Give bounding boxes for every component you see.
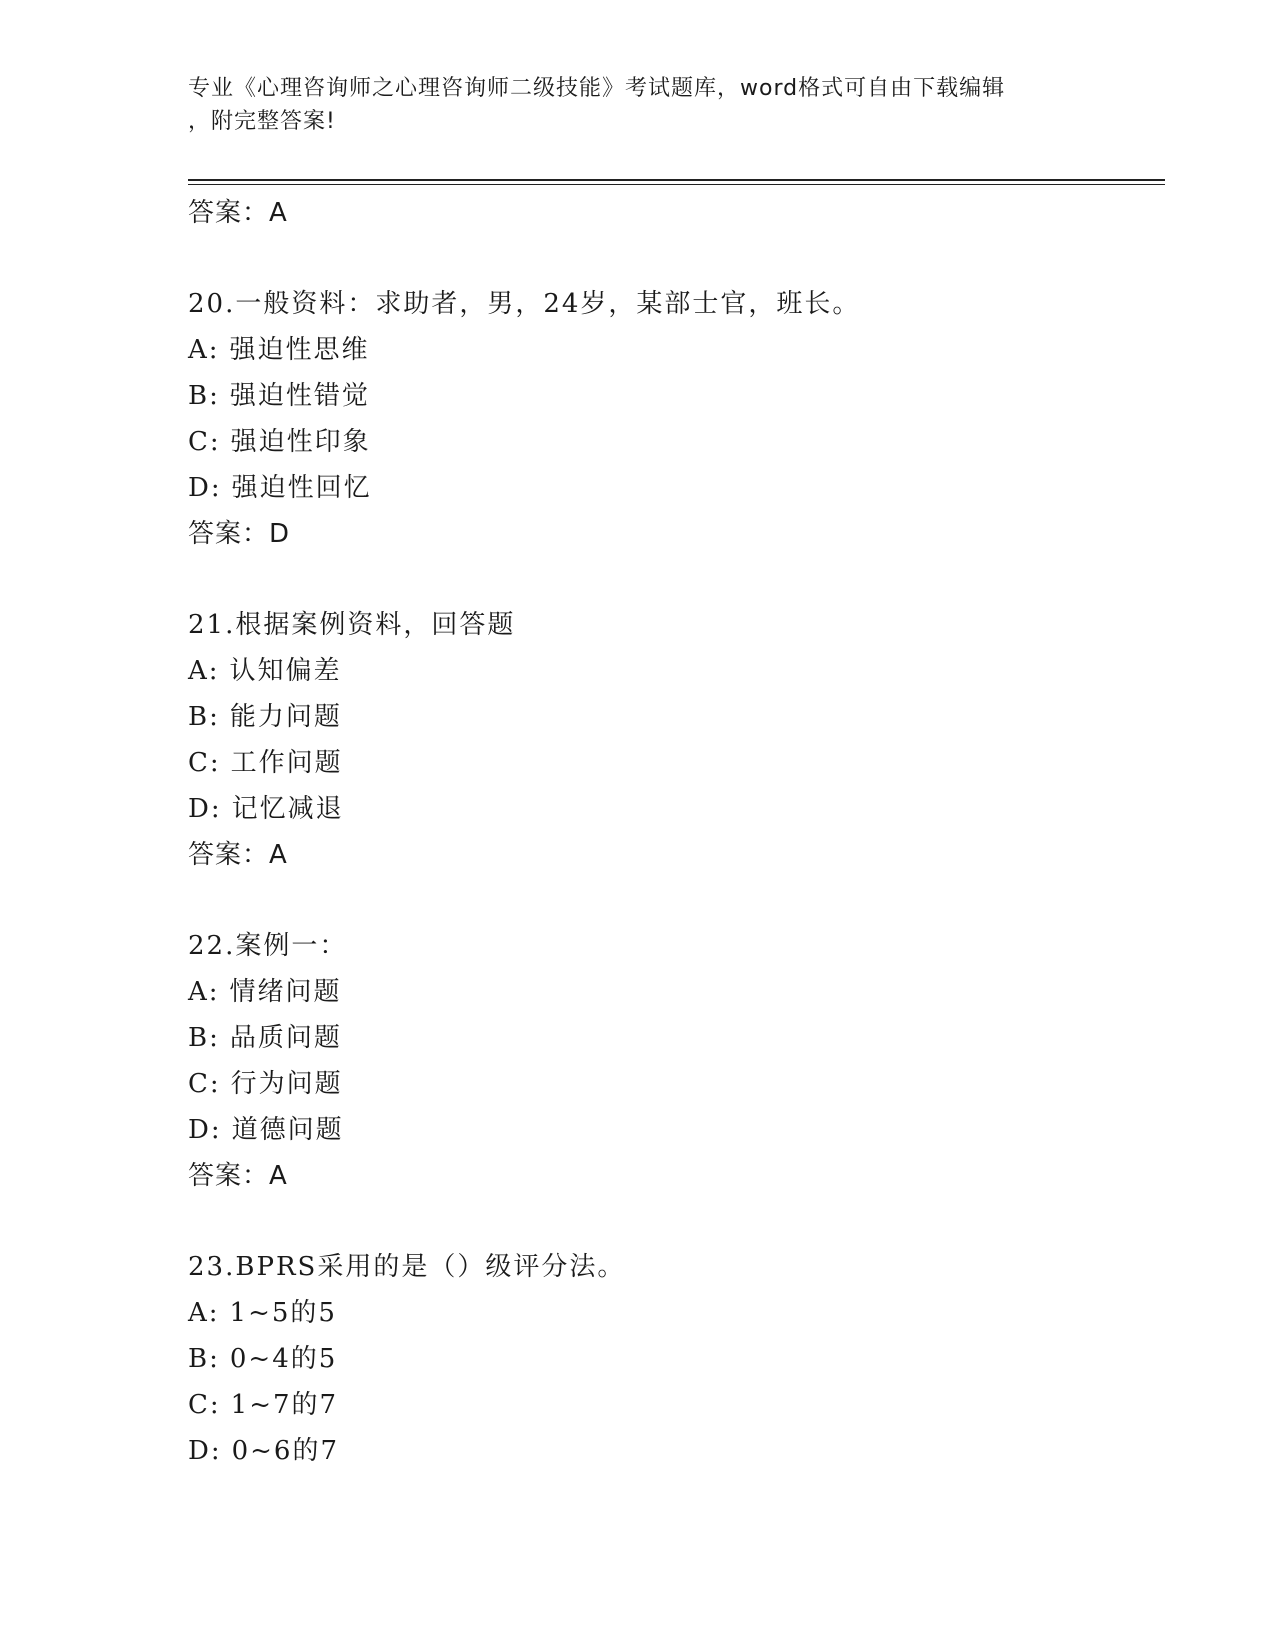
option-text: 情绪问题 bbox=[229, 977, 342, 1007]
option-text: 记忆减退 bbox=[231, 794, 344, 824]
question-title: 21.根据案例资料，回答题 bbox=[188, 610, 516, 640]
option-text: 1~5的5 bbox=[229, 1298, 337, 1328]
option-letter: B: bbox=[188, 702, 220, 732]
option-text: 认知偏差 bbox=[229, 656, 342, 686]
option-text: 强迫性错觉 bbox=[229, 381, 370, 411]
option-letter: A: bbox=[188, 656, 220, 686]
header-line-2: ，附完整答案! bbox=[188, 109, 336, 134]
answer-line: 答案：D bbox=[188, 519, 291, 549]
previous-answer: 答案：A bbox=[188, 198, 288, 228]
option-b bbox=[188, 1015, 1165, 1061]
option-text: 行为问题 bbox=[230, 1069, 343, 1099]
answer-line: 答案：A bbox=[188, 1161, 288, 1191]
option-letter: C: bbox=[188, 1390, 221, 1420]
option-a bbox=[188, 648, 1165, 694]
option-a bbox=[188, 327, 1165, 373]
document-header bbox=[188, 72, 1088, 138]
option-text: 强迫性印象 bbox=[230, 427, 371, 457]
question-block bbox=[188, 602, 1165, 878]
question-block bbox=[188, 923, 1165, 1199]
question-title: 22.案例一： bbox=[188, 931, 348, 961]
question-block bbox=[188, 281, 1165, 557]
option-text: 1~7的7 bbox=[230, 1390, 339, 1420]
option-a bbox=[188, 969, 1165, 1015]
option-text: 能力问题 bbox=[229, 702, 342, 732]
option-a bbox=[188, 1290, 1165, 1336]
option-text: 强迫性回忆 bbox=[231, 473, 372, 503]
option-d bbox=[188, 1107, 1165, 1153]
option-text: 道德问题 bbox=[231, 1115, 344, 1145]
option-letter: C: bbox=[188, 1069, 221, 1099]
option-text: 0~4的5 bbox=[229, 1344, 338, 1374]
option-d bbox=[188, 1428, 1165, 1474]
option-text: 品质问题 bbox=[229, 1023, 342, 1053]
question-title: 23.BPRS采用的是（）级评分法。 bbox=[188, 1252, 626, 1282]
question-block bbox=[188, 1244, 1165, 1474]
answer-line: 答案：A bbox=[188, 840, 288, 870]
option-letter: B: bbox=[188, 1023, 220, 1053]
spacer bbox=[188, 557, 1165, 602]
option-b bbox=[188, 694, 1165, 740]
spacer bbox=[188, 1199, 1165, 1244]
option-c bbox=[188, 1382, 1165, 1428]
question-title: 20.一般资料：求助者，男，24岁，某部士官，班长。 bbox=[188, 289, 861, 319]
spacer bbox=[188, 236, 1165, 281]
option-letter: B: bbox=[188, 381, 220, 411]
option-c bbox=[188, 740, 1165, 786]
option-letter: D: bbox=[188, 473, 222, 503]
option-letter: A: bbox=[188, 335, 220, 365]
option-b bbox=[188, 1336, 1165, 1382]
option-letter: B: bbox=[188, 1344, 220, 1374]
option-b bbox=[188, 373, 1165, 419]
option-text: 0~6的7 bbox=[231, 1436, 340, 1466]
option-letter: D: bbox=[188, 1436, 222, 1466]
option-letter: D: bbox=[188, 794, 222, 824]
option-letter: A: bbox=[188, 977, 220, 1007]
spacer bbox=[188, 878, 1165, 923]
option-d bbox=[188, 786, 1165, 832]
option-letter: D: bbox=[188, 1115, 222, 1145]
header-divider-thin bbox=[188, 184, 1165, 185]
option-letter: A: bbox=[188, 1298, 220, 1328]
option-d bbox=[188, 465, 1165, 511]
question-list bbox=[188, 190, 1165, 1474]
option-c bbox=[188, 1061, 1165, 1107]
header-divider bbox=[188, 179, 1165, 181]
header-line-1: 专业《心理咨询师之心理咨询师二级技能》考试题库，word格式可自由下载编辑 bbox=[188, 76, 1006, 101]
option-c bbox=[188, 419, 1165, 465]
option-text: 工作问题 bbox=[230, 748, 343, 778]
option-letter: C: bbox=[188, 427, 221, 457]
option-text: 强迫性思维 bbox=[229, 335, 370, 365]
option-letter: C: bbox=[188, 748, 221, 778]
